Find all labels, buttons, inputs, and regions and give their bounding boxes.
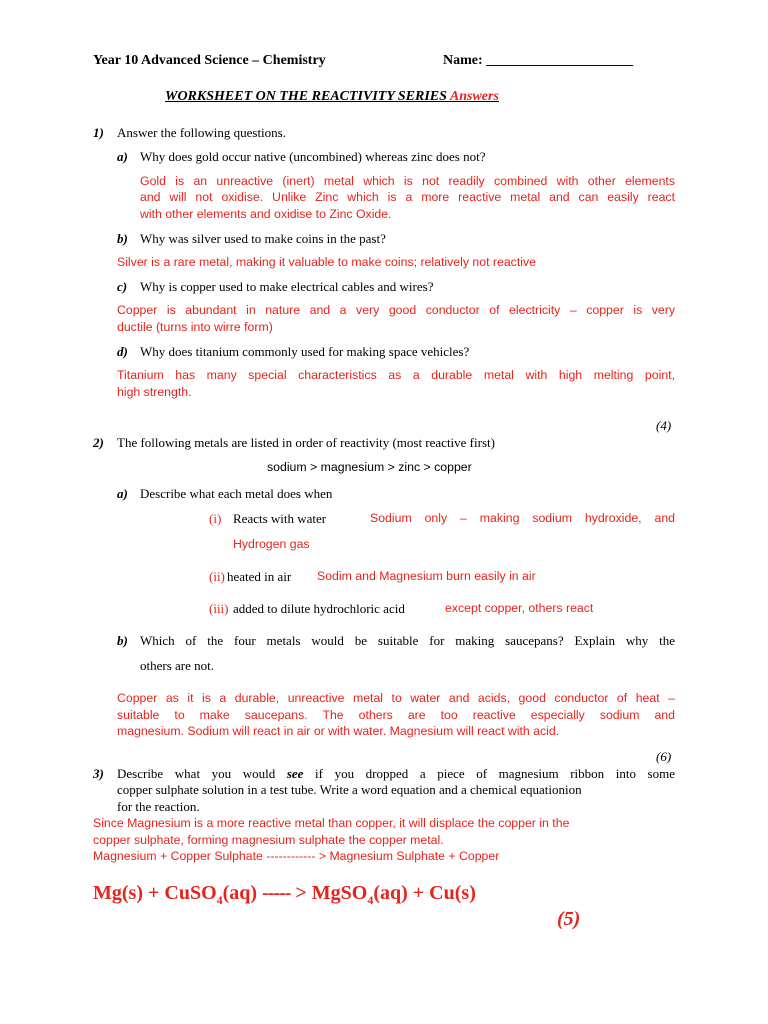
title-main: WORKSHEET ON THE REACTIVITY SERIES bbox=[165, 89, 447, 104]
reactivity-series: sodium > magnesium > zinc > copper bbox=[267, 460, 472, 474]
q1c-question: Why is copper used to make electrical cables and wires? bbox=[140, 279, 434, 294]
q3-prompt-part-2: if you dropped a piece of magnesium ribbon into some bbox=[303, 766, 675, 781]
q2b-answer-line-2: suitable to make saucepans. The others are too reactive especially sodium and bbox=[117, 708, 675, 722]
q1a-answer-line-2: and will not oxidise. Unlike Zinc which is a more reactive metal and can easily react bbox=[140, 190, 675, 204]
worksheet-title bbox=[165, 89, 499, 105]
equation-product-1: > MgSO bbox=[290, 882, 368, 904]
q2-marks: (6) bbox=[656, 749, 672, 764]
q1c-answer-line-1: Copper is abundant in nature and a very good conductor of electricity – copper is very bbox=[117, 303, 675, 317]
q1a-answer-line-1: Gold is an unreactive (inert) metal which is not readily combined with other elements bbox=[140, 174, 675, 188]
title-answers: Answers bbox=[449, 89, 499, 104]
q3-prompt-line-2: copper sulphate solution in a test tube. Write a word equation and a chemical equationion bbox=[117, 782, 582, 797]
q2-prompt: The following metals are listed in order of reactivity (most reactive first) bbox=[117, 435, 495, 450]
q2a-ii-text: heated in air bbox=[227, 569, 292, 584]
equation-arrow-dashes: ----- bbox=[262, 882, 291, 904]
q2a-question: Describe what each metal does when bbox=[140, 486, 333, 501]
q2a-iii-number: (iii) bbox=[209, 601, 229, 616]
q2a-i-number: (i) bbox=[209, 511, 222, 526]
name-field bbox=[443, 53, 633, 69]
q2b-answer-line-3: magnesium. Sodium will react in air or with water. Magnesium will react with acid. bbox=[117, 724, 560, 738]
q2a-iii-text: added to dilute hydrochloric acid bbox=[233, 601, 405, 616]
q3-answer-line-2: copper sulphate, forming magnesium sulphate the copper metal. bbox=[93, 833, 444, 847]
q2a-i-text: Reacts with water bbox=[233, 511, 327, 526]
q1d-answer-line-2: high strength. bbox=[117, 385, 192, 399]
q3-prompt-line-1 bbox=[117, 766, 675, 782]
q1c-answer-line-2: ductile (turns into wirre form) bbox=[117, 320, 273, 334]
q1d-answer-line-1: Titanium has many special characteristics as a durable metal with high melting point, bbox=[117, 368, 675, 382]
subscript-mgso4: 4 bbox=[367, 893, 374, 907]
q3-answer-line-1: Since Magnesium is a more reactive metal than copper, it will displace the copper in the bbox=[93, 816, 570, 830]
equation-aq-1: (aq) bbox=[222, 882, 263, 904]
course-title: Year 10 Advanced Science – Chemistry bbox=[93, 53, 326, 68]
q3-word-equation: Magnesium + Copper Sulphate ------------ > Magnesium Sulphate + Copper bbox=[93, 849, 500, 863]
q1a-answer-line-3: with other elements and oxidise to Zinc Oxide. bbox=[140, 207, 392, 221]
q1d-label: d) bbox=[117, 344, 128, 359]
q2a-label: a) bbox=[117, 486, 128, 501]
q1-number: 1) bbox=[93, 125, 104, 140]
q3-chemical-equation bbox=[93, 882, 476, 908]
q3-marks: (5) bbox=[557, 908, 581, 930]
q2b-label: b) bbox=[117, 633, 128, 648]
q3-prompt-see: see bbox=[286, 766, 304, 781]
q2a-i-answer-line-1: Sodium only – making sodium hydroxide, and bbox=[370, 511, 675, 525]
q3-number: 3) bbox=[93, 766, 104, 781]
q2-number: 2) bbox=[93, 435, 104, 450]
q1-marks: (4) bbox=[656, 418, 672, 433]
q2b-question-line-1: Which of the four metals would be suitable for making saucepans? Explain why the bbox=[140, 633, 675, 648]
q1c-label: c) bbox=[117, 279, 128, 294]
q1-prompt: Answer the following questions. bbox=[117, 125, 286, 140]
q1b-question: Why was silver used to make coins in the past? bbox=[140, 231, 386, 246]
q1b-answer: Silver is a rare metal, making it valuable to make coins; relatively not reactive bbox=[117, 255, 536, 269]
name-blank: _____________________ bbox=[486, 53, 634, 68]
equation-reactants: Mg(s) + CuSO bbox=[93, 882, 217, 904]
subscript-cuso4: 4 bbox=[216, 893, 223, 907]
q1a-question: Why does gold occur native (uncombined) whereas zinc does not? bbox=[140, 149, 486, 164]
q3-prompt-part-1: Describe what you would bbox=[117, 766, 287, 781]
q2a-ii-number: (ii) bbox=[209, 569, 225, 584]
equation-product-2: (aq) + Cu(s) bbox=[373, 882, 476, 904]
q1d-question: Why does titanium commonly used for making space vehicles? bbox=[140, 344, 470, 359]
q1b-label: b) bbox=[117, 231, 128, 246]
q2a-iii-answer: except copper, others react bbox=[445, 601, 594, 615]
q2b-question-line-2: others are not. bbox=[140, 658, 215, 673]
q2a-i-answer-line-2: Hydrogen gas bbox=[233, 537, 310, 551]
q2a-ii-answer: Sodim and Magnesium burn easily in air bbox=[317, 569, 536, 583]
q2b-answer-line-1: Copper as it is a durable, unreactive metal to water and acids, good conductor of heat – bbox=[117, 691, 675, 705]
q1a-label: a) bbox=[117, 149, 128, 164]
name-label: Name: bbox=[443, 53, 487, 68]
q3-prompt-line-3: for the reaction. bbox=[117, 799, 200, 814]
